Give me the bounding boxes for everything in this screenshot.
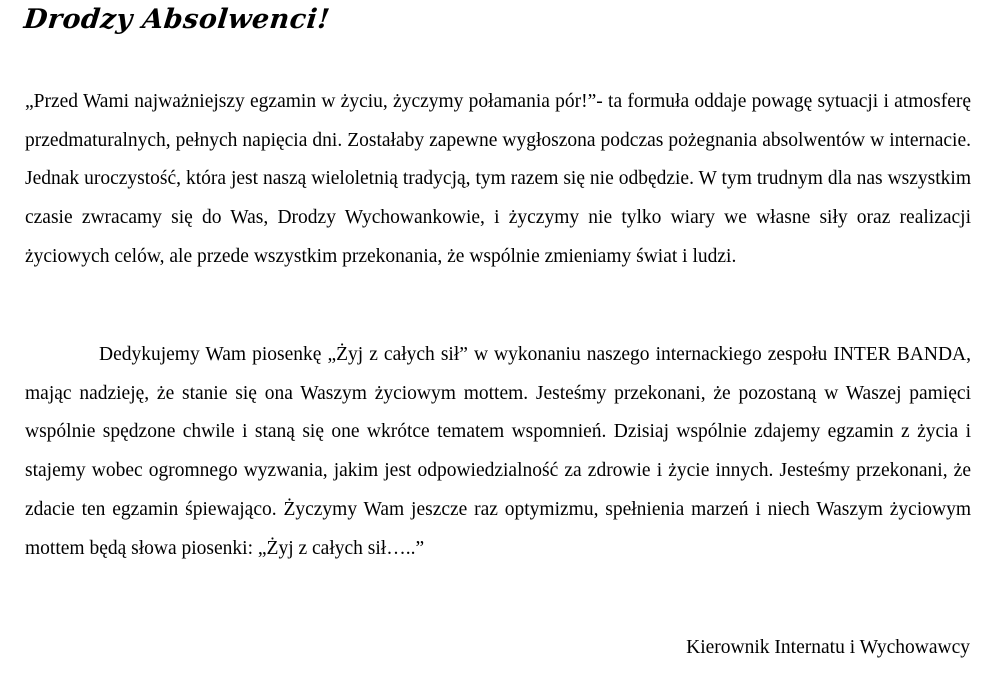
letter-heading: Drodzy Absolwenci! [22,4,332,35]
paragraph-intro: „Przed Wami najważniejszy egzamin w życiu, życzymy połamania pór!”- ta formuła oddaje powagę sytuacji i atmosferę przedmaturalnych, pełnych napięcia dni. Zostałaby zapewne wygłoszona podczas pożegnania absolwentów w internacie. Jednak uroczystość, która jest naszą wieloletnią tradycją, tym razem się nie odbędzie. W tym trudnym dla nas wszystkim czasie zwracamy się do Was, Drodzy Wychowankowie, i życzymy nie tylko wiary we własne siły oraz realizacji życiowych celów, ale przede wszystkim przekonania, że wspólnie zmieniamy świat i ludzi. [25,91,971,267]
letter-signature: Kierownik Internatu i Wychowawcy [686,637,970,658]
paragraph-dedication: Dedykujemy Wam piosenkę „Żyj z całych sił” w wykonaniu naszego internackiego zespołu INTER BANDA, mając nadzieję, że stanie się ona Waszym życiowym mottem. Jesteśmy przekonani, że pozostaną w Waszej pamięci wspólnie spędzone chwile i staną się one wkrótce tematem wspomnień. Dzisiaj wspólnie zdajemy egzamin z życia i stajemy wobec ogromnego wyzwania, jakim jest odpowiedzialność za zdrowie i życie innych. Jesteśmy przekonani, że zdacie ten egzamin śpiewająco. Życzymy Wam jeszcze raz optymizmu, spełnienia marzeń i niech Waszym życiowym mottem będą słowa piosenki: „Żyj z całych sił…..” [25,344,971,559]
